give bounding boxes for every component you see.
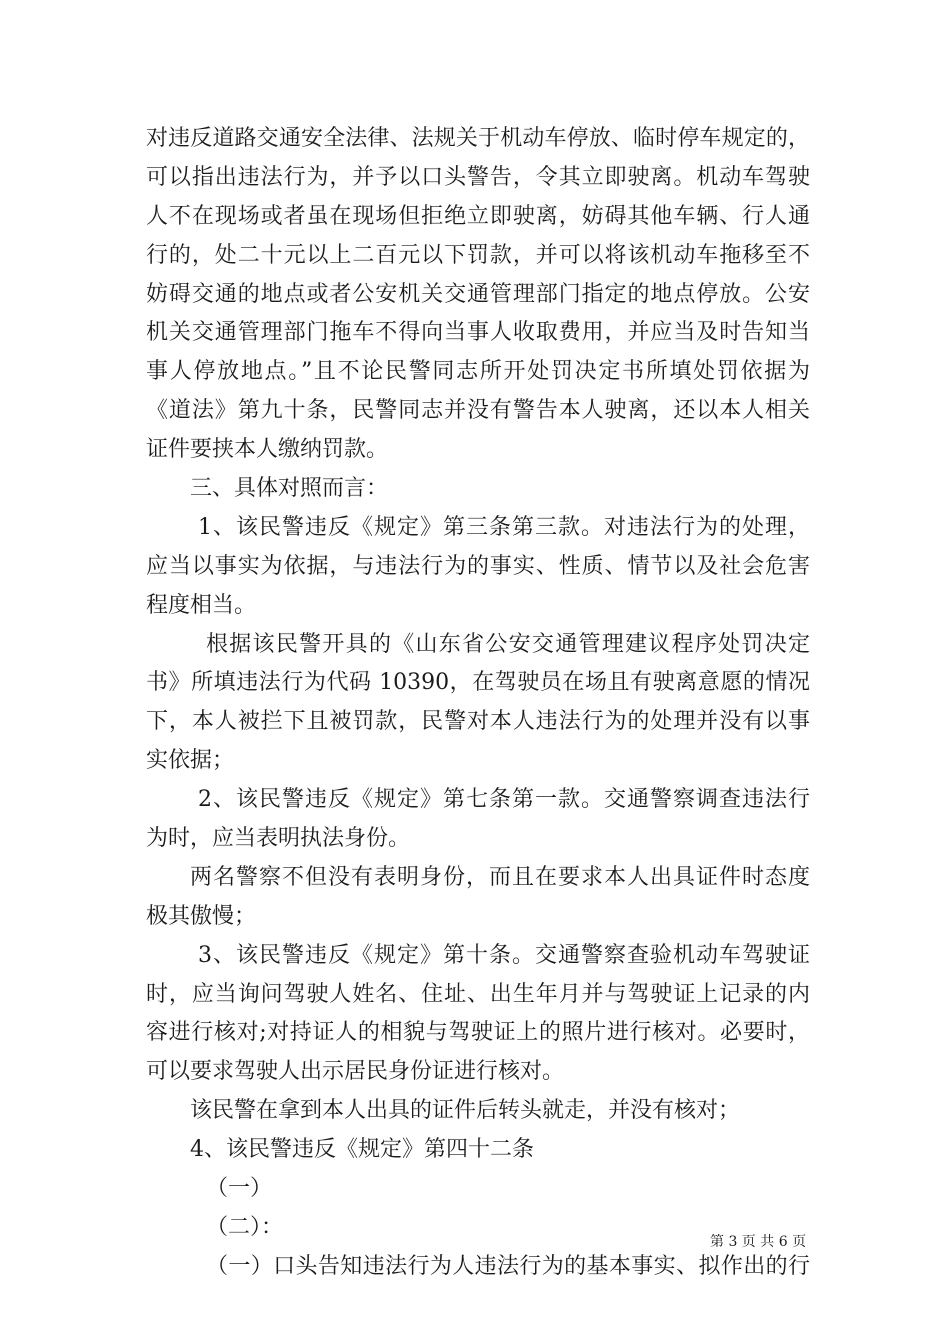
- page-footer: 第 3 页 共 6 页: [710, 1234, 807, 1250]
- text-line: 人不在现场或者虽在现场但拒绝立即驶离，妨碍其他车辆、行人通: [146, 203, 810, 229]
- text-line: 可以要求驾驶人出示居民身份证进行核对。: [146, 1059, 565, 1085]
- text-line: 2、该民警违反《规定》第七条第一款。交通警察调查违法行: [198, 787, 810, 813]
- text-line: 程度相当。: [146, 592, 257, 618]
- text-line: 两名警察不但没有表明身份，而且在要求本人出具证件时态度: [190, 864, 810, 890]
- text-line: 妨碍交通的地点或者公安机关交通管理部门指定的地点停放。公安: [146, 281, 810, 307]
- text-line: 机关交通管理部门拖车不得向当事人收取费用，并应当及时告知当: [146, 320, 810, 346]
- text-line: 为时，应当表明执法身份。: [146, 826, 411, 852]
- text-line: 应当以事实为依据，与违法行为的事实、性质、情节以及社会危害: [146, 553, 810, 579]
- section-heading: 三、具体对照而言：: [190, 476, 389, 502]
- text-line: 证件要挟本人缴纳罚款。: [146, 437, 389, 463]
- list-item: （二）：: [206, 1214, 284, 1240]
- text-line: 实依据；: [146, 748, 235, 774]
- text-line: 4、该民警违反《规定》第四十二条: [190, 1137, 534, 1163]
- text-line: 3、该民警违反《规定》第十条。交通警察查验机动车驾驶证: [198, 942, 810, 968]
- text-line: 根据该民警开具的《山东省公安交通管理建议程序处罚决定: [206, 631, 810, 657]
- text-line: 《道法》第九十条，民警同志并没有警告本人驶离，还以本人相关: [146, 398, 810, 424]
- text-line: 容进行核对;对持证人的相貌与驾驶证上的照片进行核对。必要时，: [146, 1020, 810, 1046]
- list-item: （一）口头告知违法行为人违法行为的基本事实、拟作出的行: [206, 1253, 810, 1279]
- text-line: 事人停放地点。”且不论民警同志所开处罚决定书所填处罚依据为: [146, 359, 810, 385]
- list-item: （一）: [206, 1176, 273, 1202]
- text-line: 可以指出违法行为，并予以口头警告，令其立即驶离。机动车驾驶: [146, 164, 810, 190]
- text-line: 书》所填违法行为代码 10390，在驾驶员在场且有驶离意愿的情况: [146, 670, 810, 696]
- text-line: 行的，处二十元以上二百元以下罚款，并可以将该机动车拖移至不: [146, 242, 810, 268]
- text-line: 极其傲慢；: [146, 903, 257, 929]
- document-body: [146, 120, 810, 1287]
- text-line: 时，应当询问驾驶人姓名、住址、出生年月并与驾驶证上记录的内: [146, 981, 810, 1007]
- text-line: 下，本人被拦下且被罚款，民警对本人违法行为的处理并没有以事: [146, 709, 810, 735]
- text-line: 该民警在拿到本人出具的证件后转头就走，并没有核对；: [190, 1098, 741, 1124]
- text-line: 1、该民警违反《规定》第三条第三款。对违法行为的处理，: [198, 514, 810, 540]
- text-line: 对违反道路交通安全法律、法规关于机动车停放、临时停车规定的，: [146, 126, 810, 151]
